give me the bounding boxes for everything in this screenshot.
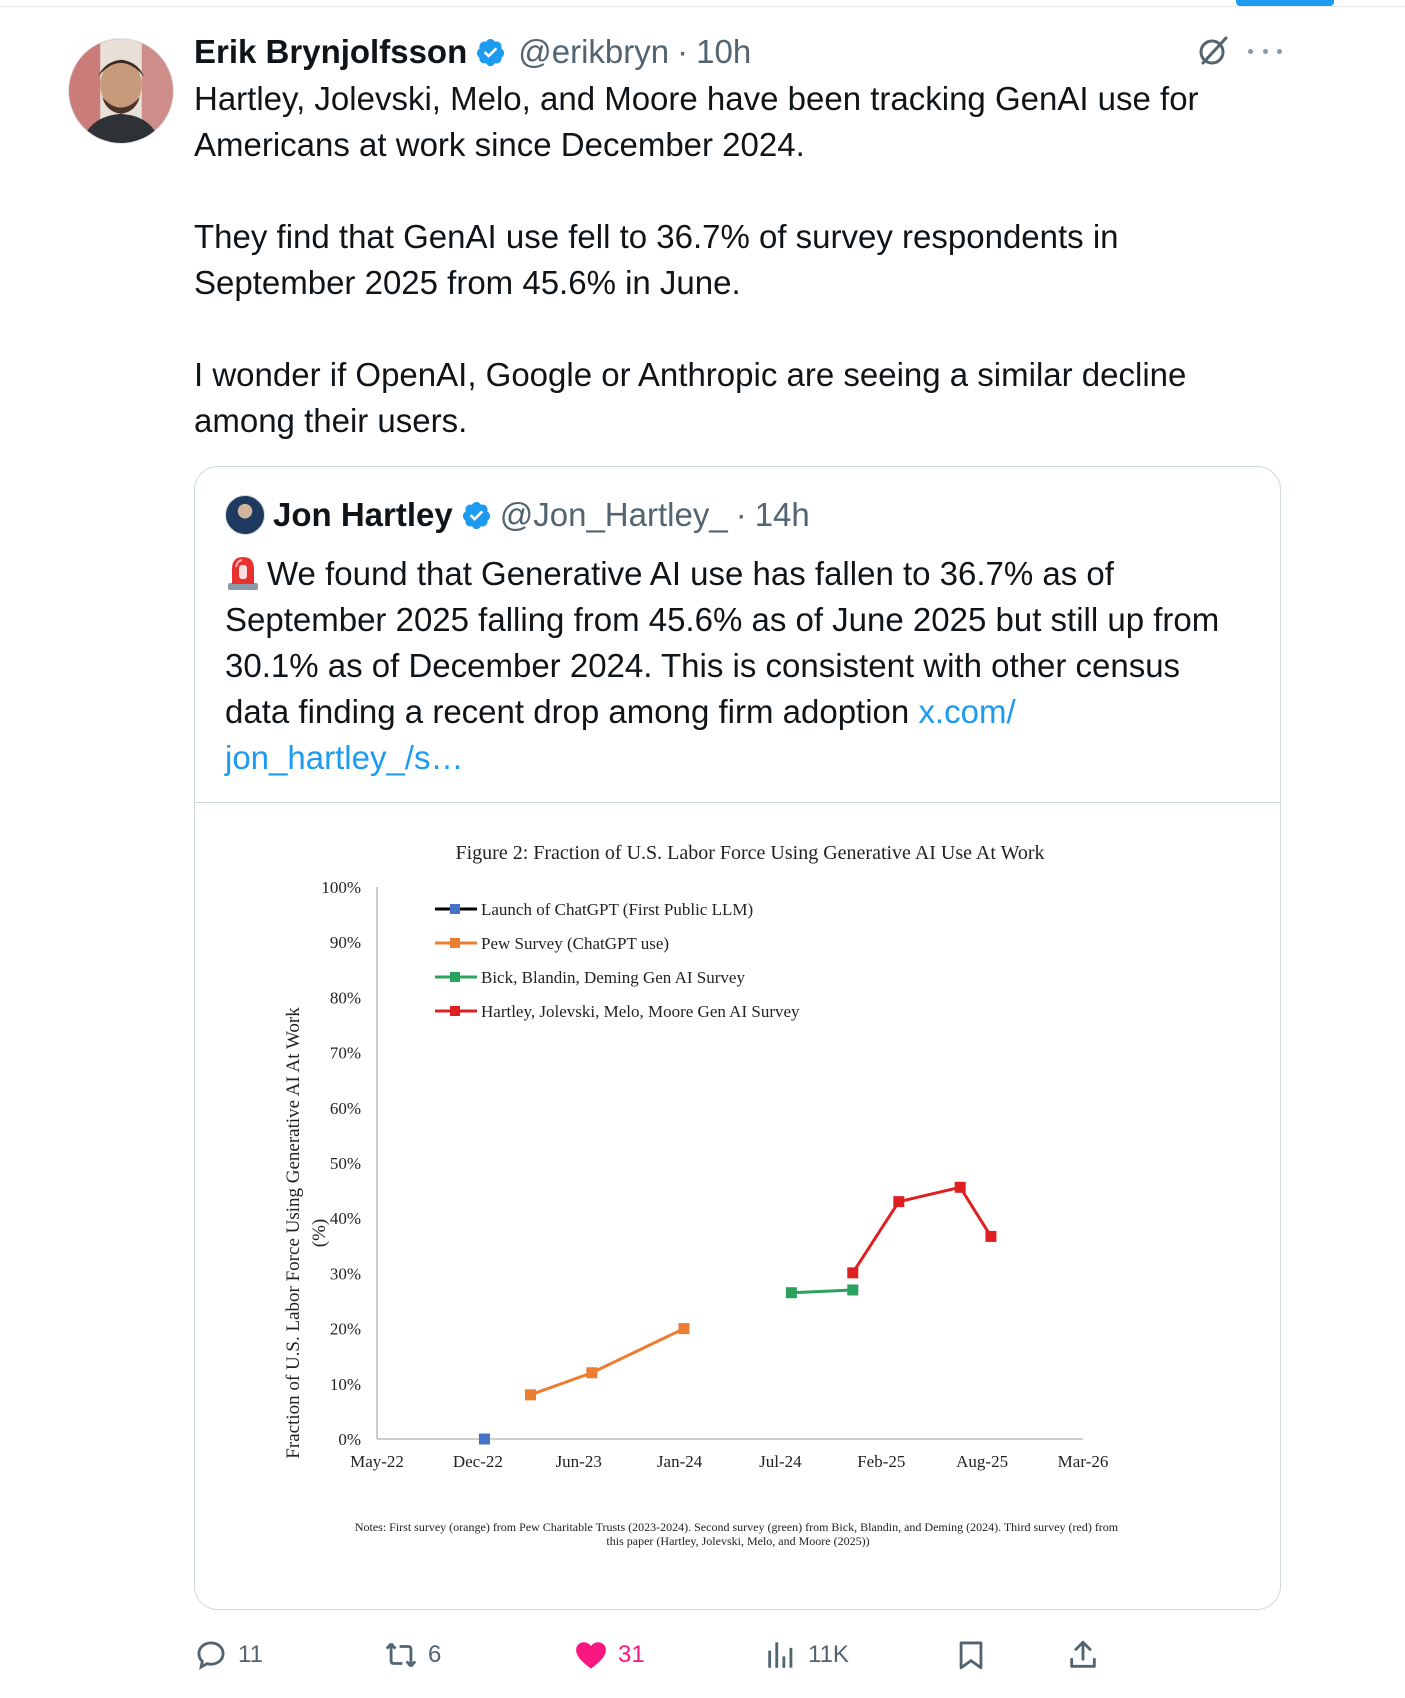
series-line xyxy=(791,1290,852,1293)
tweet-text xyxy=(194,76,1274,444)
data-point xyxy=(479,1434,490,1445)
quoted-author-handle[interactable]: @Jon_Hartley_ xyxy=(499,496,728,533)
chart-y-axis-label xyxy=(283,1007,330,1459)
like-button[interactable] xyxy=(574,1638,645,1672)
x-tick-label: Feb-25 xyxy=(857,1452,906,1471)
chart-title: Figure 2: Fraction of U.S. Labor Force Using Generative AI Use At Work xyxy=(455,842,1045,864)
chart-notes: Notes: First survey (orange) from Pew Charitable Trusts (2023-2024). Second survey (green) from Bick, Blandin, and Deming (2024). Third survey (red) from this paper (Hartley, Jolevski, Melo, and Moore (2025)) xyxy=(354,1520,1119,1548)
x-tick-label: Jul-24 xyxy=(759,1452,802,1471)
views-chart-icon xyxy=(764,1638,798,1672)
legend-label: Pew Survey (ChatGPT use) xyxy=(481,934,670,953)
tweet-actions xyxy=(194,1638,1154,1678)
siren-emoji-icon xyxy=(225,553,261,591)
verified-badge-icon xyxy=(475,37,506,68)
quoted-tweet-timestamp[interactable]: 14h xyxy=(754,496,810,533)
header-separator: · xyxy=(677,33,689,70)
quoted-author-avatar[interactable] xyxy=(225,495,265,535)
x-tick-label: Dec-22 xyxy=(452,1452,503,1471)
legend-label: Hartley, Jolevski, Melo, Moore Gen AI Survey xyxy=(481,1002,800,1021)
author-name[interactable]: Erik Brynjolfsson xyxy=(194,33,468,70)
quoted-tweet-card[interactable] xyxy=(194,466,1281,1610)
chart-x-ticks xyxy=(350,1452,1108,1471)
grok-icon[interactable] xyxy=(1196,34,1230,68)
data-point xyxy=(525,1389,536,1400)
chart-y-label-line1: Fraction of U.S. Labor Force Using Generative AI At Work xyxy=(283,1007,304,1459)
header-separator: · xyxy=(735,496,747,533)
y-tick-label: 60% xyxy=(329,1098,361,1118)
reply-button[interactable] xyxy=(194,1638,263,1672)
data-point xyxy=(847,1284,858,1295)
tweet-paragraph: I wonder if OpenAI, Google or Anthropic are seeing a similar decline among their users. xyxy=(194,356,1187,439)
quoted-author-name[interactable]: Jon Hartley xyxy=(273,496,453,533)
x-tick-label: May-22 xyxy=(350,1452,404,1471)
repost-icon xyxy=(384,1638,418,1672)
x-tick-label: Jun-23 xyxy=(555,1452,602,1471)
data-point xyxy=(893,1196,904,1207)
chart-series xyxy=(479,1182,996,1445)
author-handle[interactable]: @erikbryn xyxy=(518,33,670,70)
bookmark-button[interactable] xyxy=(954,1638,988,1672)
y-tick-label: 30% xyxy=(329,1264,361,1284)
views-button[interactable] xyxy=(764,1638,849,1672)
heart-icon xyxy=(574,1638,608,1672)
series-line xyxy=(530,1329,683,1395)
data-point xyxy=(847,1267,858,1278)
more-options-icon[interactable] xyxy=(1248,36,1282,66)
legend-label: Bick, Blandin, Deming Gen AI Survey xyxy=(481,968,745,987)
legend-marker xyxy=(450,972,460,982)
y-tick-label: 40% xyxy=(329,1209,361,1229)
data-point xyxy=(786,1287,797,1298)
quoted-tweet-header xyxy=(225,495,810,535)
y-tick-label: 50% xyxy=(329,1154,361,1173)
y-tick-label: 90% xyxy=(329,933,361,953)
quoted-tweet-link[interactable]: x.com/ jon_hartley_/s… xyxy=(225,693,1016,776)
top-divider xyxy=(0,6,1405,7)
share-icon xyxy=(1066,1638,1100,1672)
chart-figure[interactable] xyxy=(195,803,1281,1610)
quoted-tweet-body: We found that Generative AI use has fallen to 36.7% as of September 2025 falling from 45.6% as of June 2025 but still up from 30.1% as of December 2024. This is consistent with other census data finding a recent drop among firm adoption xyxy=(225,555,1220,730)
reply-icon xyxy=(194,1638,228,1672)
active-tab-indicator xyxy=(1236,0,1334,6)
y-tick-label: 0% xyxy=(338,1430,361,1449)
author-avatar[interactable] xyxy=(68,38,174,144)
view-count: 11K xyxy=(808,1641,849,1668)
chart-series-group xyxy=(525,1323,689,1400)
y-tick-label: 80% xyxy=(329,988,361,1008)
data-point xyxy=(985,1231,996,1242)
like-count: 31 xyxy=(618,1641,645,1668)
tweet-header xyxy=(194,30,751,74)
y-tick-label: 100% xyxy=(321,878,361,897)
chart-series-group xyxy=(847,1182,996,1279)
reply-count: 11 xyxy=(238,1641,263,1668)
legend-label: Launch of ChatGPT (First Public LLM) xyxy=(481,900,754,919)
tweet-paragraph: Hartley, Jolevski, Melo, and Moore have been tracking GenAI use for Americans at work since December 2024. xyxy=(194,80,1199,163)
data-point xyxy=(955,1182,966,1193)
bookmark-icon xyxy=(954,1638,988,1672)
chart-y-label-line2: (%) xyxy=(309,1218,330,1248)
chart-series-group xyxy=(786,1284,858,1298)
data-point xyxy=(586,1367,597,1378)
tweet-paragraph: They find that GenAI use fell to 36.7% of survey respondents in September 2025 from 45.6% in June. xyxy=(194,218,1119,301)
series-line xyxy=(853,1187,991,1273)
data-point xyxy=(678,1323,689,1334)
verified-badge-icon xyxy=(461,500,492,531)
legend-marker xyxy=(450,1006,460,1016)
tweet-timestamp[interactable]: 10h xyxy=(696,33,752,70)
legend-marker xyxy=(450,904,460,914)
chart-y-ticks xyxy=(321,878,361,1449)
y-tick-label: 10% xyxy=(329,1374,361,1394)
x-tick-label: Aug-25 xyxy=(956,1452,1009,1471)
x-tick-label: Jan-24 xyxy=(656,1452,703,1471)
chart-legend xyxy=(435,900,800,1021)
y-tick-label: 70% xyxy=(329,1043,361,1063)
legend-marker xyxy=(450,938,460,948)
line-chart xyxy=(195,803,1281,1610)
repost-button[interactable] xyxy=(384,1638,441,1672)
x-tick-label: Mar-26 xyxy=(1057,1452,1109,1471)
repost-count: 6 xyxy=(428,1641,442,1668)
y-tick-label: 20% xyxy=(329,1319,361,1339)
share-button[interactable] xyxy=(1066,1638,1100,1672)
quoted-tweet-text xyxy=(225,551,1225,781)
chart-series-group xyxy=(479,1434,490,1445)
